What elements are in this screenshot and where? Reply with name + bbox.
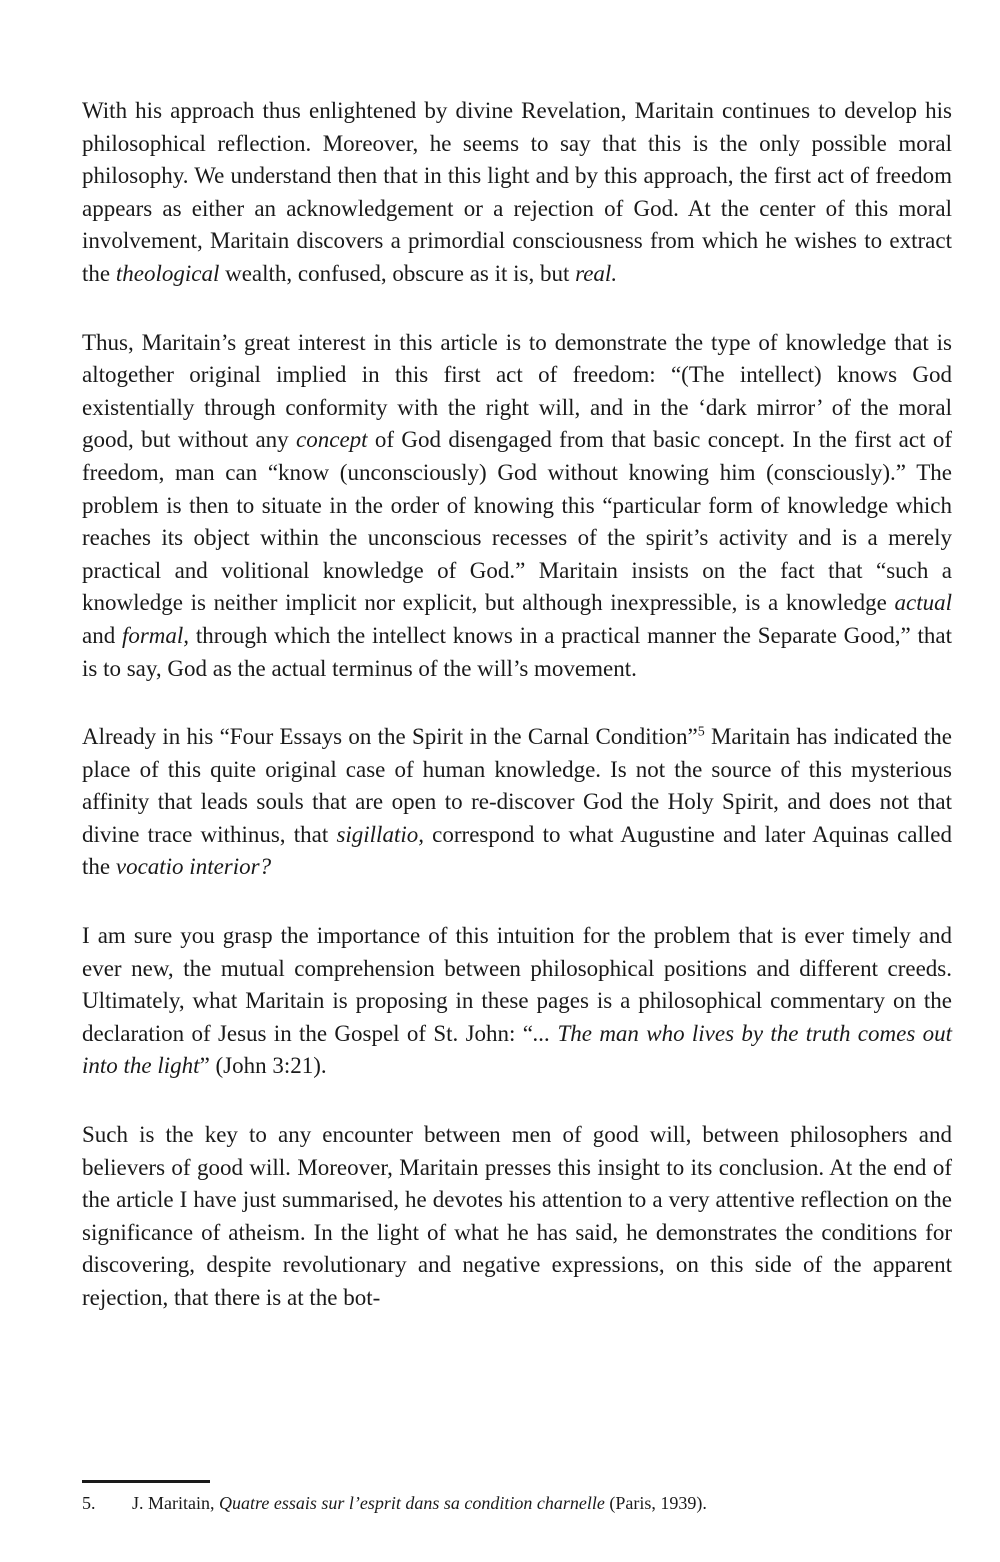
text-run: I am sure you grasp the importance of this intuition for the problem that is ever timely and ever new, the mutual comprehension between philosophical positions and different creeds. Ultimately, what Maritain is proposing in these pages is a philosophical commentary on the declaration of Jesus in the Gospel of St. John: “ [82, 923, 952, 1046]
text-run: and [82, 622, 122, 648]
page-body [82, 95, 952, 1351]
text-run: wealth, confused, obscure as it is, but [219, 260, 576, 286]
italic-text: theological [115, 260, 220, 286]
paragraph-1 [82, 95, 952, 291]
italic-text: ... The man who lives by the truth comes out into the light [82, 1020, 952, 1079]
text-run: Already in his “Four Essays on the Spirit in the Carnal Condition” [82, 724, 698, 750]
italic-text: concept [296, 427, 368, 453]
footnote [82, 1491, 952, 1515]
paragraph-5 [82, 1119, 952, 1315]
text-run: through which the intellect knows in a practical manner the Separate Good,” that is to say, God as the actual terminus of the will’s movement. [82, 622, 952, 681]
footnote-title: Quatre essais sur l’esprit dans sa condition charnelle [219, 1493, 605, 1513]
italic-text: real. [575, 260, 618, 286]
text-run: Thus, Maritain’s great interest in this article is to demonstrate the type of knowledge that is altogether original implied in this first act of freedom: “(The intellect) knows God existentially through conformity with the right will, and in the ‘dark mirror’ of the moral good, but without any [82, 329, 952, 453]
paragraph-3 [82, 721, 952, 884]
text-run: Such is the key to any encounter between men of good will, between philosophers and believers of good will. Moreover, Maritain presses this insight to its conclusion. At the end of the article I have just summarised, he devotes his attention to a very attentive reflection on the significance of atheism. In the light of what he has said, he demonstrates the conditions for discovering, despite revolutionary and negative expressions, on this side of the apparent rejection, that there is at the bot- [82, 1122, 952, 1310]
text-run: ” (John 3:21). [199, 1053, 327, 1079]
paragraph-2 [82, 327, 952, 686]
footnote-ref[interactable]: 5 [697, 724, 705, 740]
text-run: of God disengaged from that basic concept. In the first act of freedom, man can “know (unconsciously) God without knowing him (consciously).” The problem is then to situate in the order of knowing this “particular form of knowledge which reaches its object within the unconscious recesses of the spirit’s activity and is a merely practical and volitional knowledge of God.” Maritain insists on the fact that “such a knowledge is neither implicit nor explicit, but although inexpressible, is a knowledge [82, 427, 952, 616]
footnote-rest: (Paris, 1939). [604, 1493, 707, 1513]
text-run: With his approach thus enlightened by divine Revelation, Maritain continues to develop his philosophical reflection. Moreover, he seems to say that this is the only possible moral philosophy. We understand then that in this light and by this approach, the first act of freedom appears as either an acknowledgement or a rejection of God. At the center of this moral involvement, Maritain discovers a primordial consciousness from which he wishes to extract the [82, 98, 952, 286]
text-run: correspond to what Augustine and later Aquinas called the [82, 821, 952, 880]
paragraph-4 [82, 920, 952, 1083]
italic-text: actual [894, 590, 952, 616]
italic-text: vocatio interior? [115, 854, 272, 880]
footnote-rule [82, 1480, 210, 1483]
footnote-author: J. Maritain, [132, 1493, 219, 1513]
text-run: Maritain has indicated the place of this quite original case of human knowledge. Is not the source of this mysterious affinity that leads souls that are open to re-discover God the Holy Spirit, and does not that divine trace withinus, that [82, 724, 952, 847]
italic-text: formal, [121, 622, 190, 648]
italic-text: sigillatio, [336, 821, 424, 847]
footnote-number: 5. [82, 1493, 96, 1513]
